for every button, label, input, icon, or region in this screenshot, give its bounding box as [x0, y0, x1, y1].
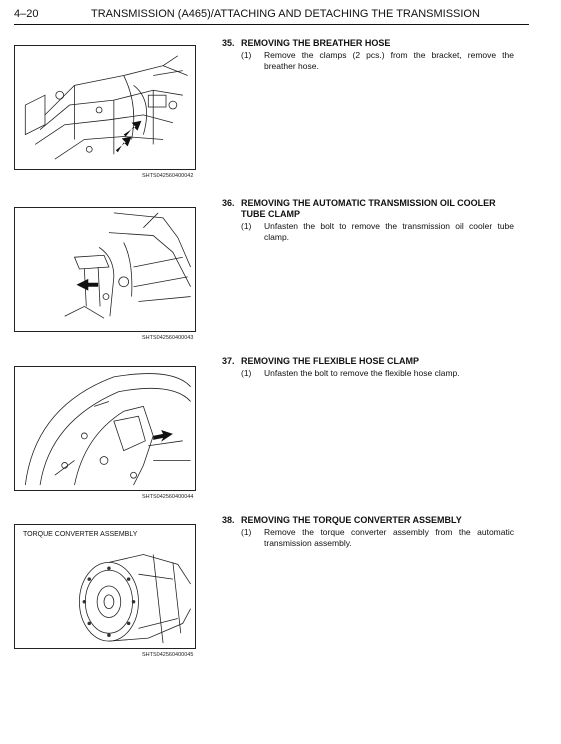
- sub-step-number: (1): [241, 221, 252, 231]
- figure-code: SHTS042560400044: [142, 494, 194, 500]
- step-title-text: REMOVING THE TORQUE CONVERTER ASSEMBLY: [241, 515, 462, 525]
- step-instruction: [222, 368, 514, 379]
- figure-torque-converter: [14, 524, 196, 649]
- instruction-text: Remove the clamps (2 pcs.) from the bracket, remove the breather hose.: [264, 50, 514, 71]
- step-title: [222, 38, 514, 49]
- instruction-text: Remove the torque converter assembly from the automatic transmission assembly.: [264, 527, 514, 548]
- step-title-text: REMOVING THE FLEXIBLE HOSE CLAMP: [241, 356, 420, 366]
- sub-step-number: (1): [241, 368, 252, 378]
- step-title-continuation: TUBE CLAMP: [241, 209, 300, 219]
- step-title: [222, 356, 514, 367]
- step-instruction: [222, 221, 514, 243]
- sub-step-number: (1): [241, 50, 252, 60]
- step-instruction: [222, 50, 514, 72]
- header-rule: [14, 24, 529, 25]
- figure-breather-hose: [14, 45, 196, 170]
- instruction-text: Unfasten the bolt to remove the transmission oil cooler tube clamp.: [264, 221, 514, 242]
- arrow-icon: [153, 430, 173, 442]
- torque-converter-illustration: [15, 525, 195, 648]
- figure-code: SHTS042560400042: [142, 173, 194, 179]
- page-number: 4–20: [14, 8, 39, 20]
- oil-cooler-clamp-illustration: [15, 208, 195, 331]
- step-title: [222, 198, 514, 209]
- figure-flexible-hose-clamp: [14, 366, 196, 491]
- chapter-title: TRANSMISSION (A465)/ATTACHING AND DETACHING THE TRANSMISSION: [91, 8, 480, 20]
- breather-hose-illustration: [15, 46, 195, 169]
- step-number: 35.: [222, 38, 235, 48]
- step-title: [222, 515, 514, 526]
- sub-step-number: (1): [241, 527, 252, 537]
- figure-code: SHTS042560400043: [142, 335, 194, 341]
- figure-oil-cooler-tube-clamp: [14, 207, 196, 332]
- step-instruction: [222, 527, 514, 549]
- step-37: [222, 356, 514, 379]
- step-number: 36.: [222, 198, 235, 208]
- step-38: [222, 515, 514, 549]
- step-35: [222, 38, 514, 72]
- figure-code: SHTS042560400045: [142, 652, 194, 658]
- step-title-text: REMOVING THE AUTOMATIC TRANSMISSION OIL COOLER: [241, 198, 496, 208]
- arrow-icon: [116, 137, 132, 153]
- page-header: [14, 8, 529, 24]
- arrow-icon: [76, 279, 98, 291]
- figure-label: TORQUE CONVERTER ASSEMBLY: [23, 531, 138, 538]
- step-36: [222, 198, 514, 243]
- step-title-text: REMOVING THE BREATHER HOSE: [241, 38, 391, 48]
- step-number: 37.: [222, 356, 235, 366]
- flexible-hose-clamp-illustration: [15, 367, 195, 490]
- step-number: 38.: [222, 515, 235, 525]
- instruction-text: Unfasten the bolt to remove the flexible hose clamp.: [264, 368, 460, 378]
